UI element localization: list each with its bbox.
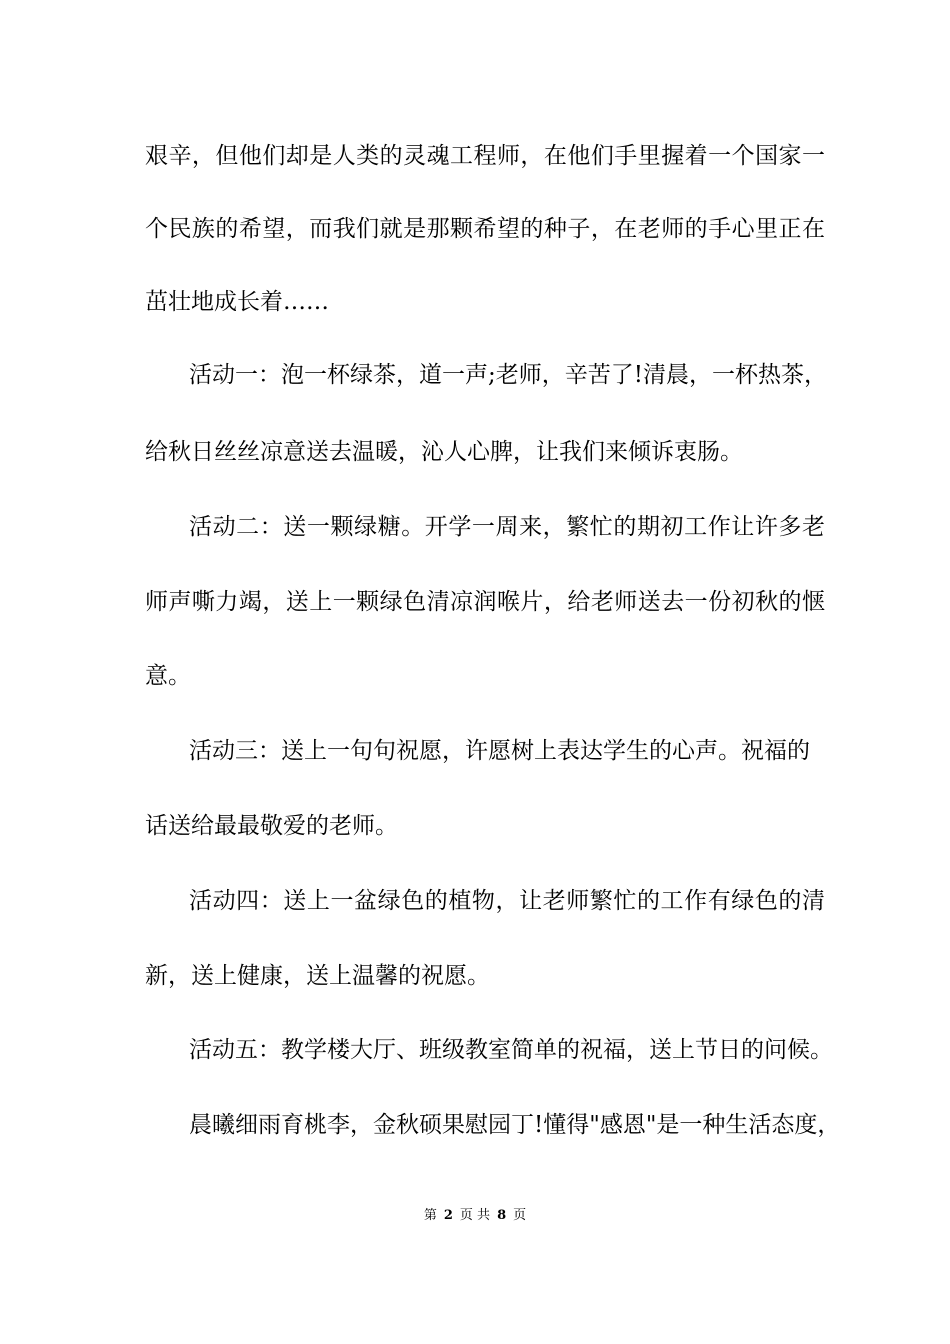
paragraph-activity-2-line: 意。 bbox=[145, 663, 191, 689]
paragraph-activity-3-line: 活动三：送上一句句祝愿，许愿树上表达学生的心声。祝福的 bbox=[189, 738, 810, 764]
footer-suffix: 页 bbox=[513, 1208, 527, 1223]
current-page-number: 2 bbox=[443, 1208, 453, 1223]
body-text-line: 艰辛，但他们却是人类的灵魂工程师，在他们手里握着一个国家一 bbox=[145, 143, 825, 169]
paragraph-activity-4-line: 新，送上健康，送上温馨的祝愿。 bbox=[145, 963, 490, 989]
body-text-line: 个民族的希望，而我们就是那颗希望的种子，在老师的手心里正在 bbox=[145, 216, 825, 242]
footer-middle: 页 共 bbox=[459, 1208, 491, 1223]
paragraph-closing-line: 晨曦细雨育桃李，金秋硕果慰园丁!懂得"感恩"是一种生活态度， bbox=[189, 1112, 841, 1138]
paragraph-activity-3-line: 话送给最最敬爱的老师。 bbox=[145, 813, 398, 839]
footer-prefix: 第 bbox=[423, 1208, 437, 1223]
total-page-count: 8 bbox=[497, 1208, 507, 1223]
page-footer bbox=[0, 1207, 950, 1225]
paragraph-activity-1-line: 给秋日丝丝凉意送去温暖，沁人心脾，让我们来倾诉衷肠。 bbox=[145, 439, 743, 465]
paragraph-activity-1-line: 活动一：泡一杯绿茶，道一声;老师，辛苦了!清晨，一杯热茶， bbox=[189, 362, 827, 388]
paragraph-activity-2-line: 师声嘶力竭，送上一颗绿色清凉润喉片，给老师送去一份初秋的惬 bbox=[145, 589, 825, 615]
paragraph-activity-2-line: 活动二：送一颗绿糖。开学一周来，繁忙的期初工作让许多老 bbox=[189, 514, 825, 540]
paragraph-activity-5-line: 活动五：教学楼大厅、班级教室简单的祝福，送上节日的问候。 bbox=[189, 1037, 833, 1063]
paragraph-activity-4-line: 活动四：送上一盆绿色的植物，让老师繁忙的工作有绿色的清 bbox=[189, 888, 825, 914]
body-text-line: 茁壮地成长着…… bbox=[145, 289, 329, 315]
